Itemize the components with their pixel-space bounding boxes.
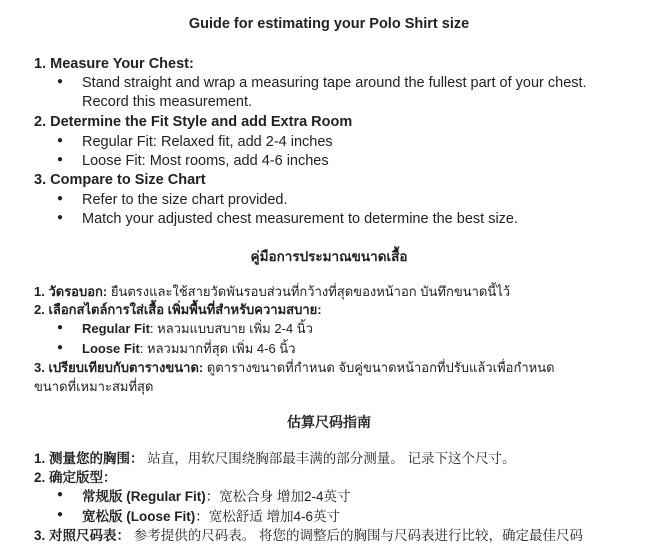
- en-step2-heading: 2. Determine the Fit Style and add Extra Room: [34, 114, 353, 130]
- th-step3-heading: 3. เปรียบเทียบกับตารางขนาด:: [34, 360, 204, 375]
- bullet-icon: ●: [57, 509, 64, 520]
- bullet-icon: ●: [57, 489, 64, 500]
- th-loose-fit-label: Loose Fit: [82, 341, 140, 356]
- en-step3-heading: 3. Compare to Size Chart: [34, 172, 206, 188]
- en-step3-bullet2: Match your adjusted chest measurement to determine the best size.: [82, 211, 519, 227]
- th-loose-fit-text: : หลวมมากที่สุด เพิ่ม 4-6 นิ้ว: [139, 341, 296, 356]
- th-step1-heading: 1. วัดรอบอก:: [34, 284, 108, 299]
- zh-step2-bullet2: [82, 507, 646, 527]
- th-step3-cont: ขนาดที่เหมาะสมที่สุด: [34, 379, 154, 394]
- th-step2-heading: 2. เลือกสไตล์การใส่เสื้อ เพิ่มพื้นที่สำหรับความสบาย:: [34, 302, 322, 317]
- zh-regular-fit-text: ：宽松合身 增加2-4英寸: [205, 489, 351, 504]
- en-step1-bullet1-cont: Record this measurement.: [82, 94, 253, 110]
- th-step3: [34, 358, 648, 377]
- th-regular-fit-label: Regular Fit: [82, 321, 150, 336]
- en-title: Guide for estimating your Polo Shirt size: [188, 16, 470, 32]
- zh-step1-heading: 1. 测量您的胸围：: [34, 451, 144, 466]
- en-step2-bullet2: Loose Fit: Most rooms, add 4-6 inches: [82, 153, 329, 169]
- zh-title: 估算尺码指南: [287, 414, 371, 430]
- th-step1-text: ยืนตรงและใช้สายวัดพันรอบส่วนที่กว้างที่สุดของหน้าอก บันทึกขนาดนี้ไว้: [107, 284, 511, 299]
- bullet-icon: ●: [57, 135, 64, 146]
- th-title: คู่มือการประมาณขนาดเสื้อ: [250, 249, 408, 264]
- en-step1-heading: 1. Measure Your Chest:: [34, 56, 194, 72]
- zh-step3-text: 参考提供的尺码表。 将您的调整后的胸围与尺码表进行比较，确定最佳尺码: [130, 528, 584, 543]
- zh-loose-fit-label: 宽松版 (Loose Fit): [82, 509, 196, 524]
- en-step1-bullet1: Stand straight and wrap a measuring tape around the fullest part of your chest.: [82, 75, 587, 91]
- zh-loose-fit-text: ：宽松舒适 增加4-6英寸: [195, 509, 341, 524]
- th-regular-fit-text: : หลวมแบบสบาย เพิ่ม 2-4 นิ้ว: [149, 321, 313, 336]
- th-step3-text: ดูตารางขนาดที่กำหนด จับคู่ขนาดหน้าอกที่ปรับแล้วเพื่อกำหนด: [203, 360, 555, 375]
- zh-regular-fit-label: 常规版 (Regular Fit): [82, 489, 206, 504]
- zh-step1-text: 站直，用软尺围绕胸部最丰满的部分测量。 记录下这个尺寸。: [143, 451, 516, 466]
- th-step1: [34, 282, 648, 301]
- bullet-icon: ●: [57, 154, 64, 165]
- bullet-icon: ●: [57, 193, 64, 204]
- zh-step3-heading: 3. 对照尺码表：: [34, 528, 131, 543]
- en-step2-bullet1: Regular Fit: Relaxed fit, add 2-4 inches: [82, 134, 333, 150]
- bullet-icon: ●: [57, 322, 64, 333]
- bullet-icon: ●: [57, 76, 64, 87]
- en-step3-bullet1: Refer to the size chart provided.: [82, 192, 288, 208]
- zh-step3: [34, 526, 648, 545]
- bullet-icon: ●: [57, 342, 64, 353]
- zh-step2-bullet1: [82, 487, 646, 507]
- zh-step1: [34, 449, 648, 468]
- zh-step2-heading: 2. 确定版型：: [34, 470, 117, 485]
- th-step2-bullet1: [82, 319, 646, 339]
- th-step2-bullet2: [82, 339, 646, 359]
- bullet-icon: ●: [57, 212, 64, 223]
